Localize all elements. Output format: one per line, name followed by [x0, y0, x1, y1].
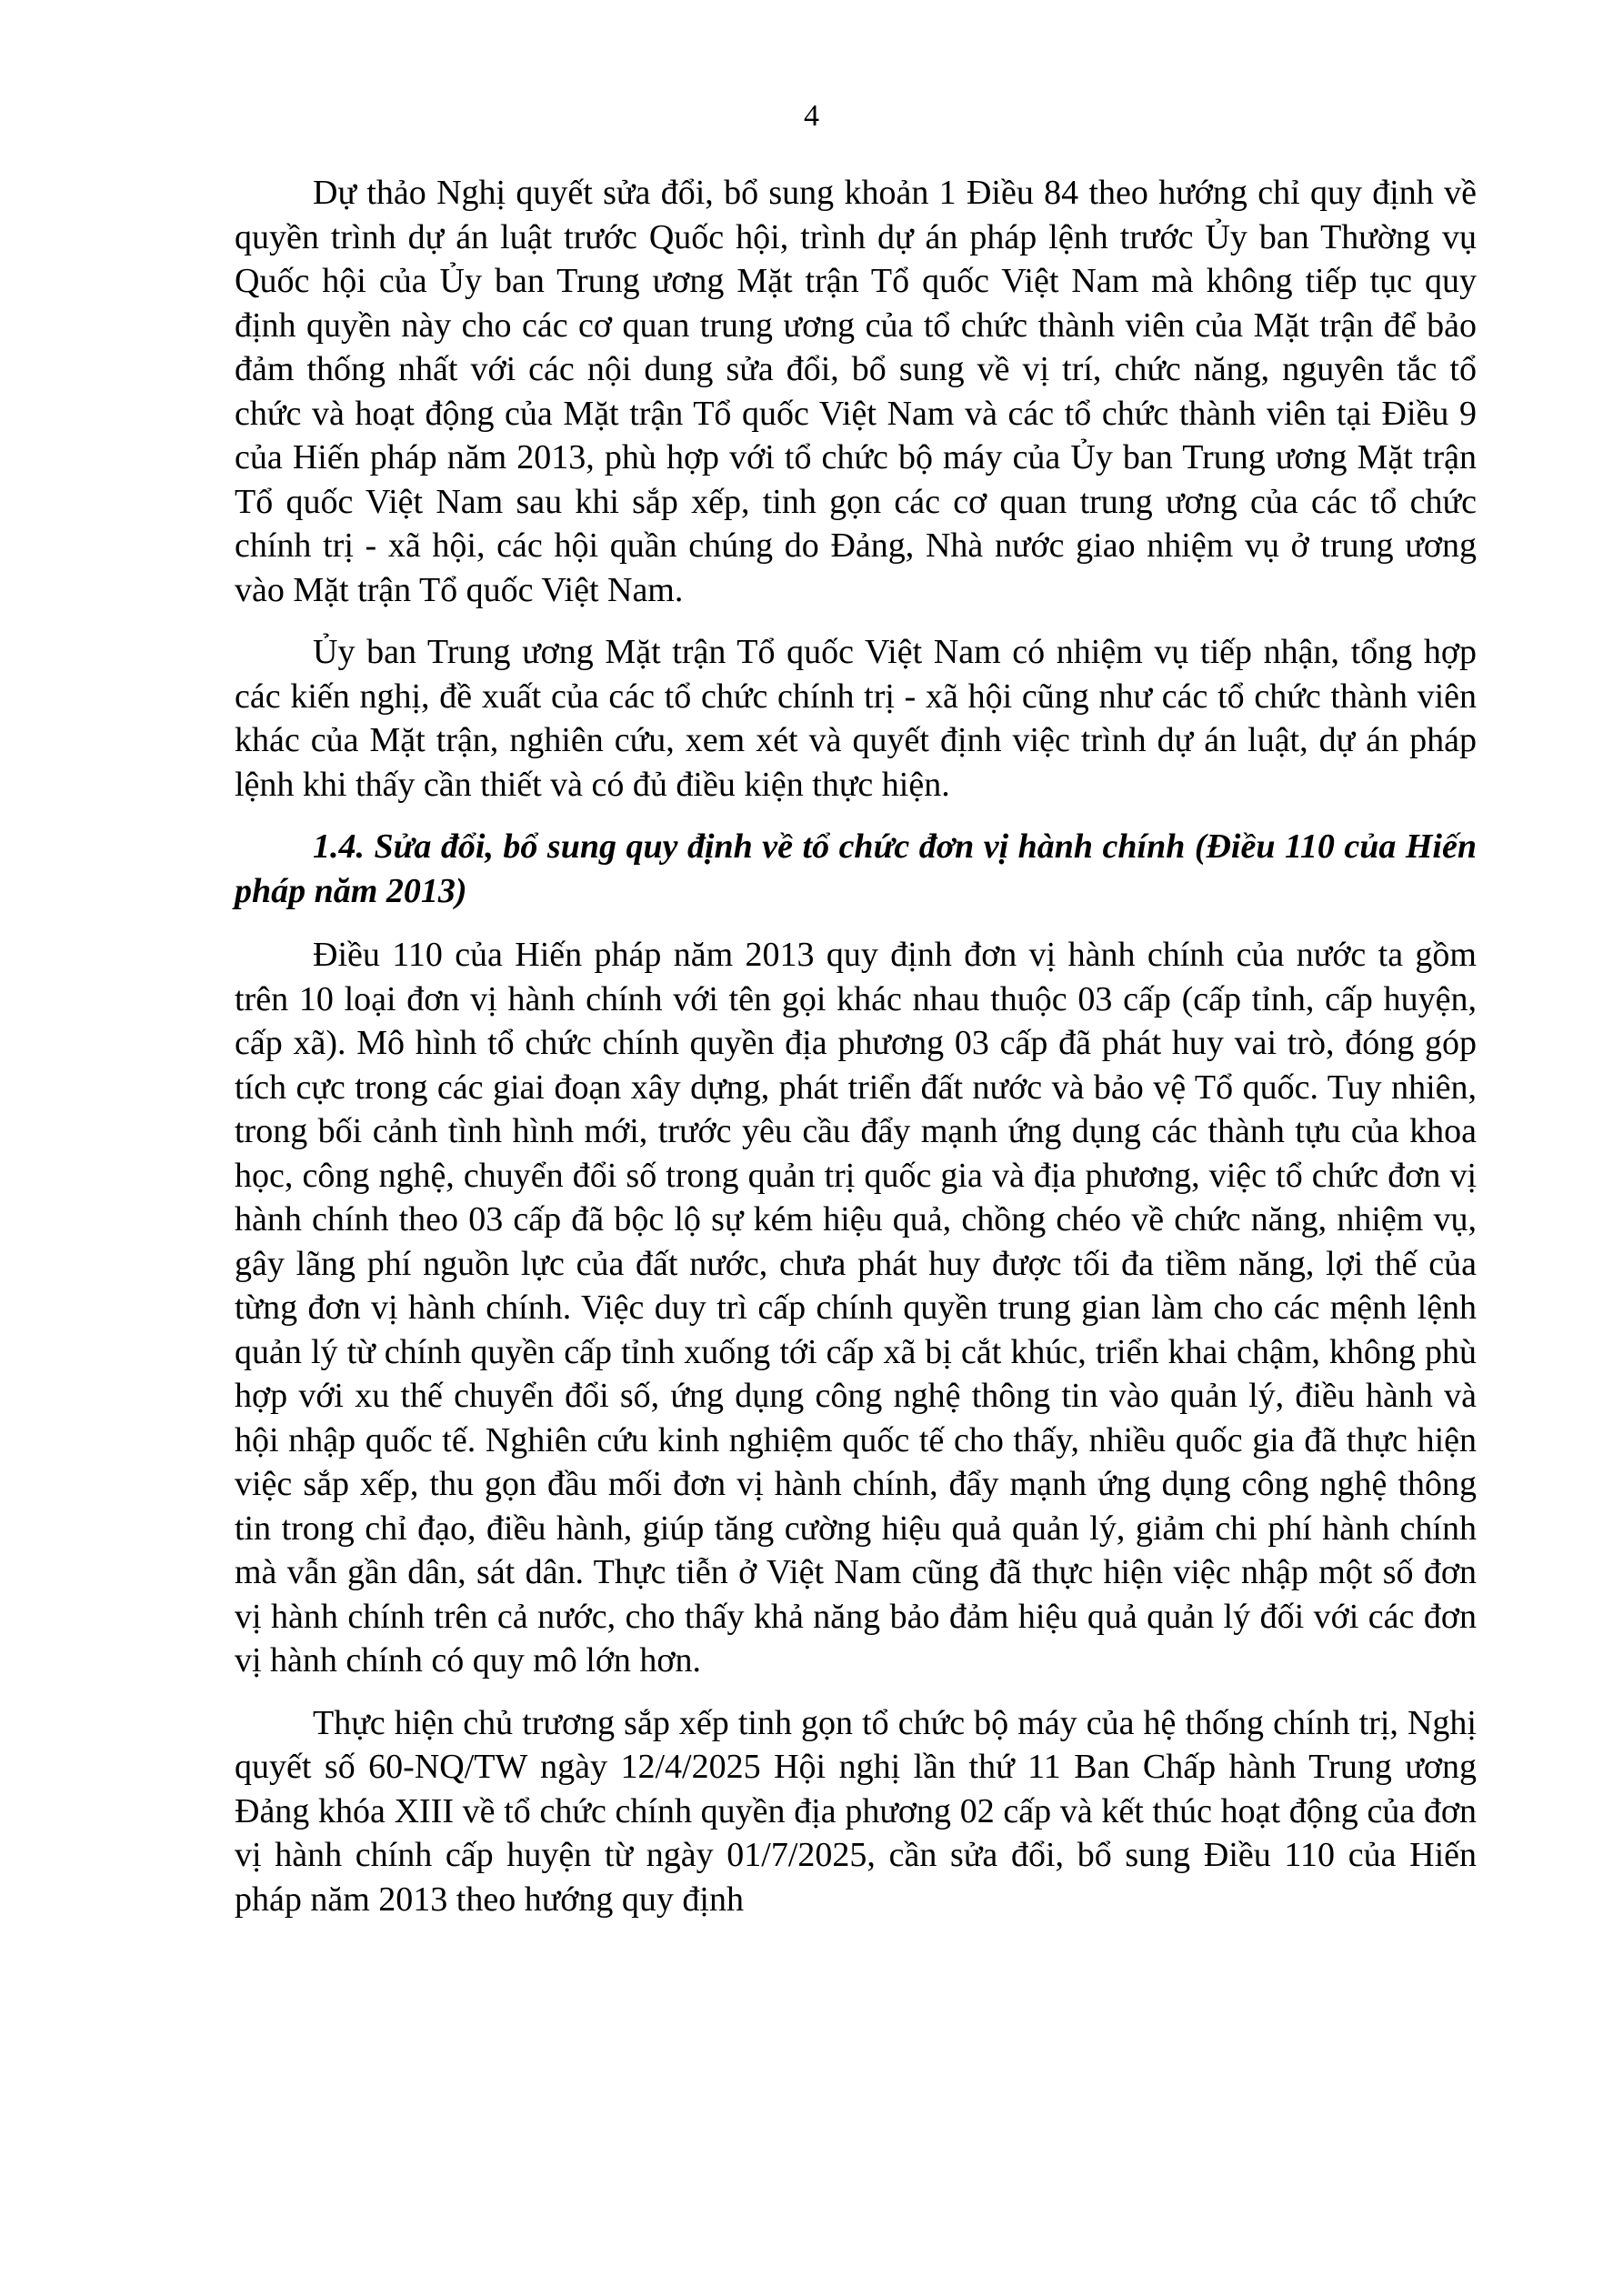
paragraph-article-84: Dự thảo Nghị quyết sửa đổi, bổ sung khoản 1 Điều 84 theo hướng chỉ quy định về quyền trình dự án luật trước Quốc hội, trình dự án pháp lệnh trước Ủy ban Thường vụ Quốc hội của Ủy ban Trung ương Mặt trận Tổ quốc Việt Nam mà không tiếp tục quy định quyền này cho các cơ quan trung ương của tổ chức thành viên của Mặt trận để bảo đảm thống nhất với các nội dung sửa đổi, bổ sung về vị trí, chức năng, nguyên tắc tổ chức và hoạt động của Mặt trận Tổ quốc Việt Nam và các tổ chức thành viên tại Điều 9 của Hiến pháp năm 2013, phù hợp với tổ chức bộ máy của Ủy ban Trung ương Mặt trận Tổ quốc Việt Nam sau khi sắp xếp, tinh gọn các cơ quan trung ương của các tổ chức chính trị - xã hội, các hội quần chúng do Đảng, Nhà nước giao nhiệm vụ ở trung ương vào Mặt trận Tổ quốc Việt Nam. [235, 174, 1477, 609]
page-number: 4 [804, 99, 819, 133]
paragraph-article-110: Điều 110 của Hiến pháp năm 2013 quy định đơn vị hành chính của nước ta gồm trên 10 loại đơn vị hành chính với tên gọi khác nhau thuộc 03 cấp (cấp tỉnh, cấp huyện, cấp xã). Mô hình tổ chức chính quyền địa phương 03 cấp đã phát huy vai trò, đóng góp tích cực trong các giai đoạn xây dựng, phát triển đất nước và bảo vệ Tổ quốc. Tuy nhiên, trong bối cảnh tình hình mới, trước yêu cầu đẩy mạnh ứng dụng các thành tựu của khoa học, công nghệ, chuyển đổi số trong quản trị quốc gia và địa phương, việc tổ chức đơn vị hành chính theo 03 cấp đã bộc lộ sự kém hiệu quả, chồng chéo về chức năng, nhiệm vụ, gây lãng phí nguồn lực của đất nước, chưa phát huy được tối đa tiềm năng, lợi thế của từng đơn vị hành chính. Việc duy trì cấp chính quyền trung gian làm cho các mệnh lệnh quản lý từ chính quyền cấp tỉnh xuống tới cấp xã bị cắt khúc, triển khai chậm, không phù hợp với xu thế chuyển đổi số, ứng dụng công nghệ thông tin vào quản lý, điều hành và hội nhập quốc tế. Nghiên cứu kinh nghiệm quốc tế cho thấy, nhiều quốc gia đã thực hiện việc sắp xếp, thu gọn đầu mối đơn vị hành chính, đẩy mạnh ứng dụng công nghệ thông tin trong chỉ đạo, điều hành, giúp tăng cường hiệu quả quản lý, giảm chi phí hành chính mà vẫn gần dân, sát dân. Thực tiễn ở Việt Nam cũng đã thực hiện việc nhập một số đơn vị hành chính trên cả nước, cho thấy khả năng bảo đảm hiệu quả quản lý đối với các đơn vị hành chính có quy mô lớn hơn. [235, 936, 1477, 1679]
paragraph-front-committee-duty: Ủy ban Trung ương Mặt trận Tổ quốc Việt Nam có nhiệm vụ tiếp nhận, tổng hợp các kiến nghị, đề xuất của các tổ chức chính trị - xã hội cũng như các tổ chức thành viên khác của Mặt trận, nghiên cứu, xem xét và quyết định việc trình dự án luật, dự án pháp lệnh khi thấy cần thiết và có đủ điều kiện thực hiện. [235, 633, 1477, 804]
section-heading-1-4: 1.4. Sửa đổi, bổ sung quy định về tổ chức đơn vị hành chính (Điều 110 của Hiến pháp năm 2013) [235, 827, 1477, 910]
paragraph-resolution-60: Thực hiện chủ trương sắp xếp tinh gọn tổ chức bộ máy của hệ thống chính trị, Nghị quyết số 60-NQ/TW ngày 12/4/2025 Hội nghị lần thứ 11 Ban Chấp hành Trung ương Đảng khóa XIII về tổ chức chính quyền địa phương 02 cấp và kết thúc hoạt động của đơn vị hành chính cấp huyện từ ngày 01/7/2025, cần sửa đổi, bổ sung Điều 110 của Hiến pháp năm 2013 theo hướng quy định [235, 1703, 1477, 1919]
document-body [235, 171, 1477, 1940]
